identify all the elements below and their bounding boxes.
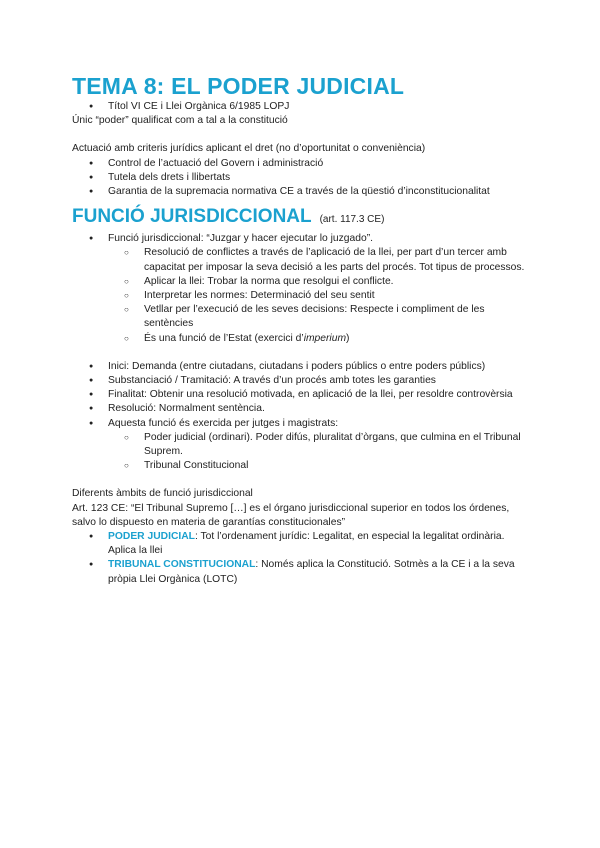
sub-list-item: ○ Tribunal Constitucional bbox=[122, 459, 532, 473]
article-reference: (art. 117.3 CE) bbox=[319, 214, 385, 226]
estat-suffix: ) bbox=[346, 332, 350, 344]
page-title: TEMA 8: EL PODER JUDICIAL bbox=[72, 73, 405, 99]
list-item: ● Garantia de la supremacia normativa CE a través de la qüestió d’inconstitucionalitat bbox=[72, 185, 532, 199]
exercida-sublist bbox=[108, 431, 532, 474]
section-heading-funcio bbox=[72, 205, 532, 232]
list-item: ● Control de l’actuació del Govern i administració bbox=[72, 157, 532, 171]
item-text: : Tot l’ordenament jurídic: Legalitat, en especial la legalitat ordinària. Aplica la llei bbox=[108, 531, 505, 557]
fases-list bbox=[72, 360, 532, 474]
imperium-term: imperium bbox=[303, 332, 347, 344]
actuacio-list bbox=[72, 157, 532, 200]
funcio-main-text: Funció jurisdiccional: “Juzgar y hacer ejecutar lo juzgado”. bbox=[108, 233, 373, 245]
article-123-quote: Art. 123 CE: “El Tribunal Supremo […] es el órgano jurisdiccional superior en todos los órdenes, salvo lo dispuesto en materia de garantías constitucionales” bbox=[72, 502, 510, 528]
list-item: ● Inici: Demanda (entre ciutadans, ciutadans i poders públics o entre poders públics) bbox=[72, 360, 532, 374]
list-item: ● Resolució: Normalment sentència. bbox=[72, 402, 532, 416]
sub-list-item: ○ Poder judicial (ordinari). Poder difús, pluralitat d’òrgans, que culmina en el Tribunal Suprem. bbox=[122, 431, 532, 459]
list-item bbox=[72, 530, 532, 558]
highlight-label: PODER JUDICIAL bbox=[108, 531, 195, 543]
list-item: ● Substanciació / Tramitació: A través d’un procés amb totes les garanties bbox=[72, 374, 532, 388]
sub-list-item: ○ Interpretar les normes: Determinació del seu sentit bbox=[122, 289, 532, 303]
list-item: ● Tutela dels drets i llibertats bbox=[72, 171, 532, 185]
sub-list-item bbox=[122, 332, 532, 346]
sub-list-item: ○ Vetllar per l’execució de les seves decisions: Respecte i compliment de les sentències bbox=[122, 303, 532, 331]
funcio-sublist bbox=[108, 246, 532, 345]
list-item bbox=[72, 417, 532, 474]
exercida-text: Aquesta funció és exercida per jutges i magistrats: bbox=[108, 417, 339, 429]
intro-line: Únic “poder” qualificat com a tal a la constitució bbox=[72, 115, 288, 127]
list-item: ● Títol VI CE i Llei Orgànica 6/1985 LOPJ bbox=[72, 100, 532, 114]
ambits-line: Diferents àmbits de funció jurisdiccional bbox=[72, 488, 253, 500]
sub-list-item: ○ Aplicar la llei: Trobar la norma que resolgui el conflicte. bbox=[122, 275, 532, 289]
document-page bbox=[72, 72, 532, 587]
estat-prefix: És una funció de l’Estat (exercici d’ bbox=[144, 332, 304, 344]
sub-list-item: ○ Resolució de conflictes a través de l’aplicació de la llei, per part d’un tercer amb capacitat per imposar la seva decisió a les parts del procés. Tot tipus de processos. bbox=[122, 246, 532, 274]
highlight-label: TRIBUNAL CONSTITUCIONAL bbox=[108, 559, 256, 571]
list-item bbox=[72, 558, 532, 586]
section-heading-text: FUNCIÓ JURISDICCIONAL bbox=[72, 206, 312, 228]
item-text: : Només aplica la Constitució. Sotmès a la CE i a la seva pròpia Llei Orgànica (LOTC) bbox=[108, 559, 515, 585]
list-item bbox=[72, 232, 532, 346]
intro-list bbox=[72, 100, 532, 114]
ambits-list bbox=[72, 530, 532, 587]
funcio-list bbox=[72, 232, 532, 346]
list-item: ● Finalitat: Obtenir una resolució motivada, en aplicació de la llei, per resoldre controvèrsia bbox=[72, 388, 532, 402]
actuacio-line: Actuació amb criteris jurídics aplicant el dret (no d’oportunitat o conveniència) bbox=[72, 143, 426, 155]
